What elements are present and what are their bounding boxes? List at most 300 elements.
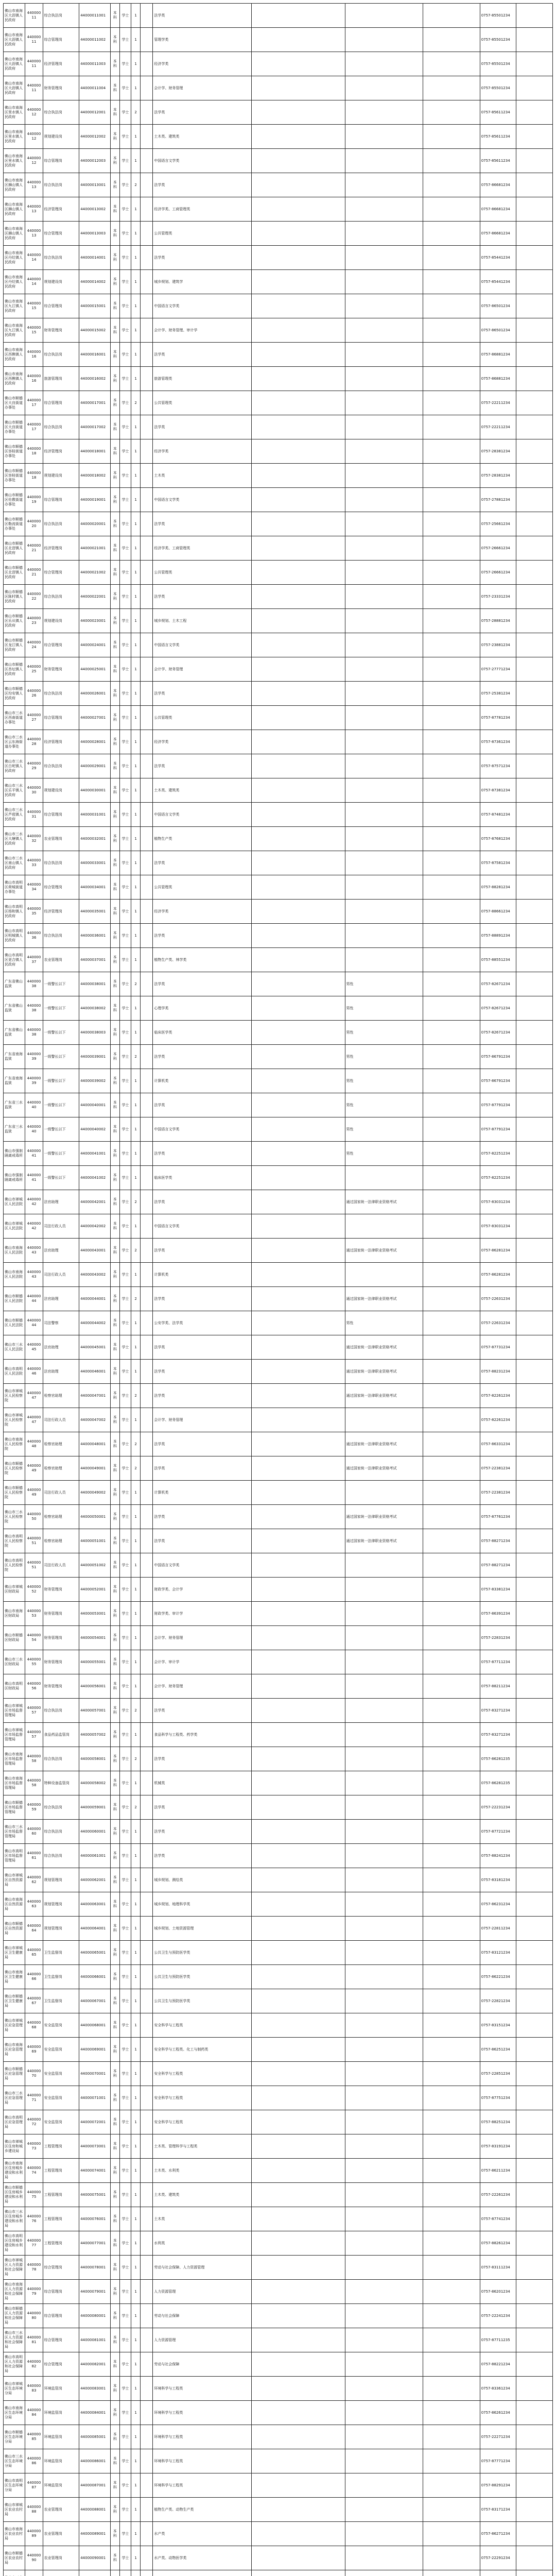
cell-major_undergrad: 会计学、财务管理 [153,1626,252,1650]
cell-degree: 学士 [119,2086,131,2110]
cell-code: 44000054 [25,1626,43,1650]
cell-note [423,609,480,633]
cell-job: 综合执法岗 [43,512,79,536]
cell-major_postgrad [251,1045,345,1069]
cell-job: 经济管理岗 [43,536,79,561]
cell-note [423,1408,480,1432]
cell-edu_level: 本科 [110,512,119,536]
cell-note [423,875,480,900]
cell-code: 44000043 [25,1239,43,1263]
cell-code: 44000038 [25,996,43,1021]
cell-degree: 学士 [119,343,131,367]
cell-edu_level: 本科 [110,1021,119,1045]
cell-job: 综合管理岗 [43,2352,79,2377]
cell-dept: 佛山市南海区狮山镇人民政府 [4,173,25,197]
cell-major_undergrad: 环境科学与工程类 [153,2377,252,2401]
table-row [4,1553,553,1578]
cell-dept: 佛山市高明区杨和镇人民政府 [4,900,25,924]
cell-degree: 学士 [119,561,131,585]
cell-job_code: 44000033001 [79,851,111,875]
cell-major_postgrad [251,754,345,778]
cell-degree: 学士 [119,76,131,100]
cell-major_undergrad: 土木类、建筑类 [153,2183,252,2207]
cell-edu_level: 本科 [110,2134,119,2159]
cell-major_undergrad: 环境科学与工程类 [153,2401,252,2425]
cell-degree: 学士 [119,2522,131,2546]
cell-dept: 佛山市顺德区北滘镇人民政府 [4,561,25,585]
table-row [4,1989,553,2013]
cell-contact: 0757-87771234 [480,2449,516,2473]
cell-contact: 0757-88271234 [480,1553,516,1578]
cell-other [345,1868,423,1892]
cell-code: 44000015 [25,318,43,343]
cell-contact: 0757-22261234 [480,2183,516,2207]
cell-spacer [516,706,553,730]
cell-exam [141,2570,153,2576]
cell-spacer [516,246,553,270]
cell-dept: 佛山市南海区人民法院 [4,1263,25,1287]
cell-edu_level: 本科 [110,1166,119,1190]
cell-major_postgrad [251,996,345,1021]
cell-contact: 0757-86281234 [480,1239,516,1263]
cell-contact: 0757-88221234 [480,2352,516,2377]
cell-note [423,149,480,173]
cell-other [345,657,423,682]
cell-other [345,2304,423,2328]
cell-edu_level: 本科 [110,706,119,730]
cell-job_code: 44000082001 [79,2352,111,2377]
table-row [4,2062,553,2086]
cell-major_postgrad [251,2231,345,2256]
cell-exam [141,1190,153,1214]
cell-num: 1 [131,2134,141,2159]
cell-job: 综合管理岗 [43,706,79,730]
cell-spacer [516,827,553,851]
cell-code: 44000058 [25,1747,43,1771]
cell-note [423,2013,480,2038]
cell-note [423,2498,480,2522]
cell-job: 安全监管岗 [43,2062,79,2086]
cell-job_code: 44000018001 [79,439,111,464]
cell-degree: 学士 [119,1553,131,1578]
cell-major_postgrad [251,1456,345,1481]
cell-edu_level [110,2570,119,2576]
cell-major_undergrad: 水利类 [153,2231,252,2256]
cell-other [345,1553,423,1578]
cell-job: 综合执法岗 [43,1747,79,1771]
cell-contact: 0757-87751234 [480,2086,516,2110]
cell-edu_level: 本科 [110,222,119,246]
cell-major_postgrad [251,246,345,270]
cell-contact: 0757-86331234 [480,1432,516,1456]
cell-edu_level: 本科 [110,2256,119,2280]
cell-note [423,536,480,561]
cell-code: 44000047 [25,1408,43,1432]
cell-major_undergrad: 法学类 [153,1529,252,1553]
table-row [4,125,553,149]
cell-job_code: 44000051002 [79,1553,111,1578]
cell-degree: 学士 [119,778,131,803]
cell-dept: 佛山市禅城区市场监督管理局 [4,1723,25,1747]
cell-degree: 学士 [119,609,131,633]
cell-code: 44000011 [25,76,43,100]
cell-job: 规划建设岗 [43,609,79,633]
cell-code: 44000079 [25,2280,43,2304]
cell-major_postgrad [251,1287,345,1311]
cell-degree: 学士 [119,1335,131,1360]
cell-dept: 佛山市顺德区龙江镇人民政府 [4,633,25,657]
cell-contact: 0757-22831234 [480,1626,516,1650]
cell-exam [141,488,153,512]
cell-note [423,488,480,512]
cell-edu_level: 本科 [110,28,119,52]
cell-other [345,2038,423,2062]
cell-edu_level: 本科 [110,1747,119,1771]
cell-edu_level: 本科 [110,1602,119,1626]
cell-dept: 佛山市南海区人力资源和社会保障局 [4,2280,25,2304]
cell-other [345,1674,423,1699]
cell-major_undergrad: 机械类 [153,1771,252,1795]
cell-contact: 0757-22241234 [480,2304,516,2328]
cell-other [345,197,423,222]
cell-job_code: 44000011002 [79,28,111,52]
cell-num: 1 [131,657,141,682]
cell-note [423,827,480,851]
cell-num: 1 [131,512,141,536]
cell-note [423,1626,480,1650]
cell-degree: 学士 [119,1456,131,1481]
cell-major_postgrad [251,948,345,972]
cell-edu_level: 本科 [110,1239,119,1263]
cell-exam [141,1214,153,1239]
cell-other: 男性 [345,1069,423,1093]
cell-major_postgrad [251,706,345,730]
cell-spacer [516,2425,553,2449]
cell-code: 44000015 [25,294,43,318]
table-row [4,875,553,900]
cell-code: 44000070 [25,2062,43,2086]
cell-edu_level: 本科 [110,2522,119,2546]
cell-job_code: 44000011004 [79,76,111,100]
table-row [4,270,553,294]
cell-job_code: 44000046001 [79,1360,111,1384]
cell-degree: 学士 [119,2304,131,2328]
table-row [4,1844,553,1868]
cell-degree: 学士 [119,4,131,28]
cell-job_code: 44000013001 [79,173,111,197]
cell-note [423,2328,480,2352]
cell-dept: 佛山市顺德区农业农村局 [4,2546,25,2570]
cell-spacer [516,2038,553,2062]
cell-contact: 0757-87741234 [480,2207,516,2231]
cell-major_undergrad: 环境科学与工程类 [153,2473,252,2498]
cell-dept: 佛山市禅城区农业农村局 [4,2498,25,2522]
cell-job: 综合执法岗 [43,173,79,197]
cell-major_postgrad [251,439,345,464]
cell-major_undergrad: 中国语言文学类 [153,294,252,318]
cell-major_undergrad: 法学类 [153,1747,252,1771]
cell-code: 44000027 [25,706,43,730]
cell-other [345,2328,423,2352]
cell-contact: 0757-86791234 [480,1045,516,1069]
cell-code: 44000043 [25,1263,43,1287]
cell-other: 通过国家统一法律职业资格考试 [345,1432,423,1456]
cell-note [423,391,480,415]
cell-code: 44000026 [25,682,43,706]
cell-major_undergrad: 土木类、建筑类 [153,125,252,149]
cell-exam [141,2546,153,2570]
cell-spacer [516,318,553,343]
cell-degree: 学士 [119,730,131,754]
cell-job_code: 44000049002 [79,1481,111,1505]
cell-dept: 佛山市顺德区大良街道办事处 [4,415,25,439]
cell-edu_level: 本科 [110,197,119,222]
cell-other [345,682,423,706]
cell-major_postgrad [251,2134,345,2159]
cell-major_undergrad: 环境科学与工程类 [153,2425,252,2449]
cell-contact: 0757-86681234 [480,197,516,222]
cell-other [345,778,423,803]
cell-exam [141,1239,153,1263]
cell-num: 1 [131,1989,141,2013]
cell-other [345,706,423,730]
cell-note [423,1335,480,1360]
cell-contact: 0757-26661234 [480,536,516,561]
cell-job_code: 44000085001 [79,2425,111,2449]
cell-job_code: 44000059001 [79,1795,111,1820]
cell-note [423,2425,480,2449]
cell-exam [141,246,153,270]
table-row [4,488,553,512]
cell-contact: 0757-85441234 [480,246,516,270]
cell-note [423,1384,480,1408]
cell-code: 44000087 [25,2473,43,2498]
cell-contact: 0757-83031234 [480,1190,516,1214]
cell-num: 1 [131,367,141,391]
table-row [4,1868,553,1892]
cell-spacer [516,1045,553,1069]
table-row [4,439,553,464]
cell-exam [141,1795,153,1820]
cell-contact: 0757-85611234 [480,100,516,125]
cell-major_undergrad: 管理学类 [153,28,252,52]
cell-edu_level: 本科 [110,2401,119,2425]
cell-exam [141,948,153,972]
cell-job_code: 44000057001 [79,1699,111,1723]
cell-other: 男性 [345,972,423,996]
cell-num: 1 [131,246,141,270]
cell-contact: 0757-83381234 [480,1578,516,1602]
cell-dept: 佛山市顺德区陈村镇人民政府 [4,585,25,609]
cell-major_postgrad [251,1674,345,1699]
cell-code: 44000020 [25,512,43,536]
cell-other [345,1263,423,1287]
cell-job: 司法行政人员 [43,1408,79,1432]
cell-major_postgrad [251,1505,345,1529]
cell-note [423,2183,480,2207]
cell-job_code: 44000038003 [79,1021,111,1045]
cell-spacer [516,1142,553,1166]
cell-edu_level: 本科 [110,1093,119,1117]
cell-other [345,246,423,270]
cell-code: 44000038 [25,972,43,996]
cell-num: 1 [131,2377,141,2401]
cell-other [345,1602,423,1626]
cell-job: 综合执法岗 [43,682,79,706]
cell-dept: 佛山市禅城区人民法院 [4,1214,25,1239]
cell-num: 1 [131,294,141,318]
cell-exam [141,1408,153,1432]
cell-code: 44000069 [25,2038,43,2062]
cell-other [345,2498,423,2522]
cell-exam [141,2207,153,2231]
cell-exam [141,2522,153,2546]
cell-exam [141,2401,153,2425]
cell-dept: 佛山市顺德区人力资源和社会保障局 [4,2304,25,2328]
cell-edu_level: 本科 [110,1481,119,1505]
cell-job: 环境监管岗 [43,2377,79,2401]
table-row [4,1699,553,1723]
cell-edu_level: 本科 [110,2207,119,2231]
cell-major_postgrad [251,2377,345,2401]
cell-major_postgrad [251,149,345,173]
cell-major_undergrad: 中国语言文学类 [153,488,252,512]
cell-job_code: 44000014002 [79,270,111,294]
cell-other: 通过国家统一法律职业资格考试 [345,1505,423,1529]
cell-num: 1 [131,2498,141,2522]
cell-exam [141,1844,153,1868]
cell-edu_level: 本科 [110,1529,119,1553]
cell-exam [141,1045,153,1069]
cell-code: 44000058 [25,1771,43,1795]
cell-spacer [516,1239,553,1263]
cell-note [423,1965,480,1989]
cell-other: 通过国家统一法律职业资格考试 [345,1360,423,1384]
cell-dept: 佛山市南海区住房城乡建设和水利局 [4,2159,25,2183]
cell-dept: 佛山市三水区乐平镇人民政府 [4,778,25,803]
cell-dept: 佛山市顺德区伦教街道办事处 [4,488,25,512]
cell-spacer [516,28,553,52]
cell-note [423,1142,480,1166]
cell-exam [141,1602,153,1626]
cell-num: 1 [131,149,141,173]
cell-exam [141,512,153,536]
cell-degree: 学士 [119,367,131,391]
cell-job: 规划建设岗 [43,270,79,294]
cell-degree: 学士 [119,1868,131,1892]
table-row [4,1723,553,1747]
cell-job: 财务管理岗 [43,1650,79,1674]
cell-code: 44000041 [25,1142,43,1166]
cell-edu_level: 本科 [110,1989,119,2013]
cell-note [423,2522,480,2546]
cell-dept: 佛山市三水区人力资源和社会保障局 [4,2328,25,2352]
cell-other [345,391,423,415]
cell-degree: 学士 [119,1989,131,2013]
cell-major_postgrad [251,2159,345,2183]
cell-edu_level: 本科 [110,2304,119,2328]
cell-code: 44000089 [25,2522,43,2546]
cell-exam [141,1432,153,1456]
cell-major_postgrad [251,488,345,512]
cell-code: 44000047 [25,1384,43,1408]
cell-contact: 0757-87761234 [480,1505,516,1529]
cell-note [423,1892,480,1917]
cell-job: 综合管理岗 [43,294,79,318]
cell-num: 1 [131,318,141,343]
cell-spacer [516,778,553,803]
cell-num: 1 [131,2473,141,2498]
cell-job_code: 44000056001 [79,1674,111,1699]
cell-job_code: 44000043002 [79,1263,111,1287]
cell-exam [141,633,153,657]
cell-other: 男性 [345,1021,423,1045]
cell-spacer [516,1626,553,1650]
cell-edu_level: 本科 [110,2328,119,2352]
cell-note [423,1021,480,1045]
cell-num: 2 [131,1287,141,1311]
table-row [4,948,553,972]
cell-code: 44000045 [25,1335,43,1360]
cell-dept: 佛山市禅城区市场监督管理局 [4,1699,25,1723]
cell-degree: 学士 [119,1529,131,1553]
cell-num: 1 [131,827,141,851]
cell-dept: 佛山市顺德区容桂街道办事处 [4,439,25,464]
table-row [4,294,553,318]
cell-job_code: 44000043001 [79,1239,111,1263]
table-row [4,1747,553,1771]
cell-spacer [516,1553,553,1578]
cell-note [423,706,480,730]
cell-other [345,1989,423,2013]
cell-exam [141,2134,153,2159]
cell-dept: 佛山市南海区市场监督管理局 [4,1747,25,1771]
cell-dept: 佛山市三水区市场监督管理局 [4,1820,25,1844]
cell-dept: 佛山市顺德区生态环境分局 [4,2425,25,2449]
table-row [4,851,553,875]
cell-major_undergrad: 土木类、管理科学与工程类 [153,2134,252,2159]
cell-other [345,633,423,657]
cell-contact: 0757-88661234 [480,900,516,924]
cell-num: 1 [131,2013,141,2038]
cell-exam [141,2280,153,2304]
cell-job: 综合执法岗 [43,585,79,609]
cell-job_code: 44000038001 [79,972,111,996]
cell-degree: 学士 [119,100,131,125]
cell-dept: 佛山市高明区财政局 [4,1674,25,1699]
cell-edu_level: 本科 [110,2013,119,2038]
cell-note [423,2207,480,2231]
cell-num: 1 [131,1481,141,1505]
cell-exam [141,2304,153,2328]
cell-other: 通过国家统一法律职业资格考试 [345,1529,423,1553]
cell-degree: 学士 [119,1771,131,1795]
cell-exam [141,1674,153,1699]
table-row [4,682,553,706]
cell-dept: 佛山市南海区丹灶镇人民政府 [4,246,25,270]
cell-job: 法官助理 [43,1287,79,1311]
cell-contact: 0757-86201234 [480,2280,516,2304]
cell-exam [141,609,153,633]
cell-other [345,585,423,609]
table-row [4,1965,553,1989]
cell-degree: 学士 [119,512,131,536]
cell-major_undergrad: 经济学类 [153,900,252,924]
cell-job_code [79,2570,111,2576]
cell-job: 一级警长以下 [43,1045,79,1069]
cell-job: 农业管理岗 [43,827,79,851]
cell-num: 1 [131,1941,141,1965]
